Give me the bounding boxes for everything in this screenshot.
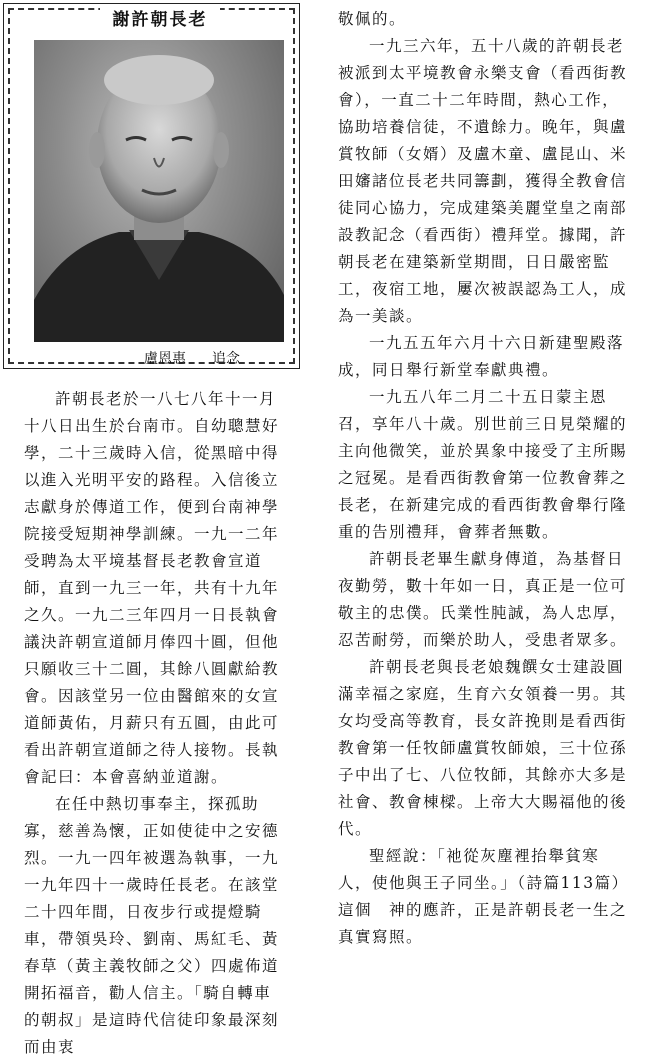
left-paragraph-1: 許朝長老於一八七八年十一月十八日出生於台南市。自幼聰慧好學，二十三歲時入信，從黑暗中得以進入光明平安的路程。入信後立志獻身於傳道工作，便到台南神學院接受短期神學訓練。一九一二年受聘為太平境基督長老教會宣道師，直到一九三一年，共有十九年之久。一九二三年四月一日長執會議決許朝宣道師月俸四十圓，但他只願收三十二圓，其餘八圓獻給教會。因該堂另一位由醫館來的女宣道師黃佑，月薪只有五圓，由此可看出許朝宣道師之待人接物。長執會記曰：本會喜納並道謝。 [24, 390, 280, 786]
portrait-frame [3, 3, 300, 369]
right-paragraph-1: 一九三六年，五十八歲的許朝長老被派到太平境教會永樂支會（看西街教會），一直二十二年時間，熱心工作，協助培養信徒，不遺餘力。晚年，與盧賞牧師（女婿）及盧木童、盧昆山、米田嬸諸位長老共同籌劃，獲得全教會信徒同心協力，完成建築美麗堂皇之南部設教記念（看西街）禮拜堂。據聞，許朝長老在建築新堂期間，日日嚴密監工，夜宿工地，屢次被誤認為工人，成為一美談。 [338, 37, 628, 325]
portrait-photo [34, 40, 284, 342]
left-column [24, 386, 282, 1061]
right-paragraph-5: 許朝長老與長老娘魏饌女士建設圓滿幸福之家庭，生育六女領養一男。其女均受高等教育，長女許挽則是看西街教會第一任牧師盧賞牧師娘，三十位孫子中出了七、八位牧師，其餘亦大多是社會、教會棟樑。上帝大大賜福他的後代。 [338, 658, 628, 838]
article-title: 謝許朝長老 [100, 8, 220, 32]
caption-action: 追念 [212, 351, 240, 367]
right-column [338, 6, 633, 951]
right-paragraph-4: 許朝長老畢生獻身傳道，為基督日夜勤勞，數十年如一日，真正是一位可敬主的忠僕。氏業性肫誠，為人忠厚，忍苦耐勞，而樂於助人，受患者眾多。 [338, 550, 628, 649]
right-paragraph-3: 一九五八年二月二十五日蒙主恩召，享年八十歲。別世前三日見榮耀的主向他微笑，並於異象中接受了主所賜之冠冕。是看西街教會第一位教會葬之長老，在新建完成的看西街教會舉行隆重的告別禮拜，會葬者無數。 [338, 388, 628, 541]
right-continuation: 敬佩的。 [338, 10, 407, 28]
caption-author: 盧恩惠 [144, 351, 186, 367]
portrait-figure [34, 40, 284, 342]
left-paragraph-2: 在任中熱切事奉主，探孤助寡，慈善為懷，正如使徒中之安德烈。一九一四年被選為執事，一九一九年四十一歲時任長老。在該堂二十四年間，日夜步行或提燈騎車，帶領吳玲、劉南、馬紅毛、黃春草（黃主義牧師之父）四處佈道開拓福音，勸人信主。「騎自轉車的朝叔」是這時代信徒印象最深刻而由衷 [24, 795, 280, 1056]
photo-caption [144, 348, 240, 368]
bible-quote: 聖經說：「祂從灰塵裡抬舉貧寒人，使他與王子同坐。」（詩篇113篇） [338, 847, 629, 892]
closing-line: 這個 神的應許，正是許朝長老一生之真實寫照。 [338, 901, 628, 946]
right-paragraph-2: 一九五五年六月十六日新建聖殿落成，同日舉行新堂奉獻典禮。 [338, 334, 625, 379]
